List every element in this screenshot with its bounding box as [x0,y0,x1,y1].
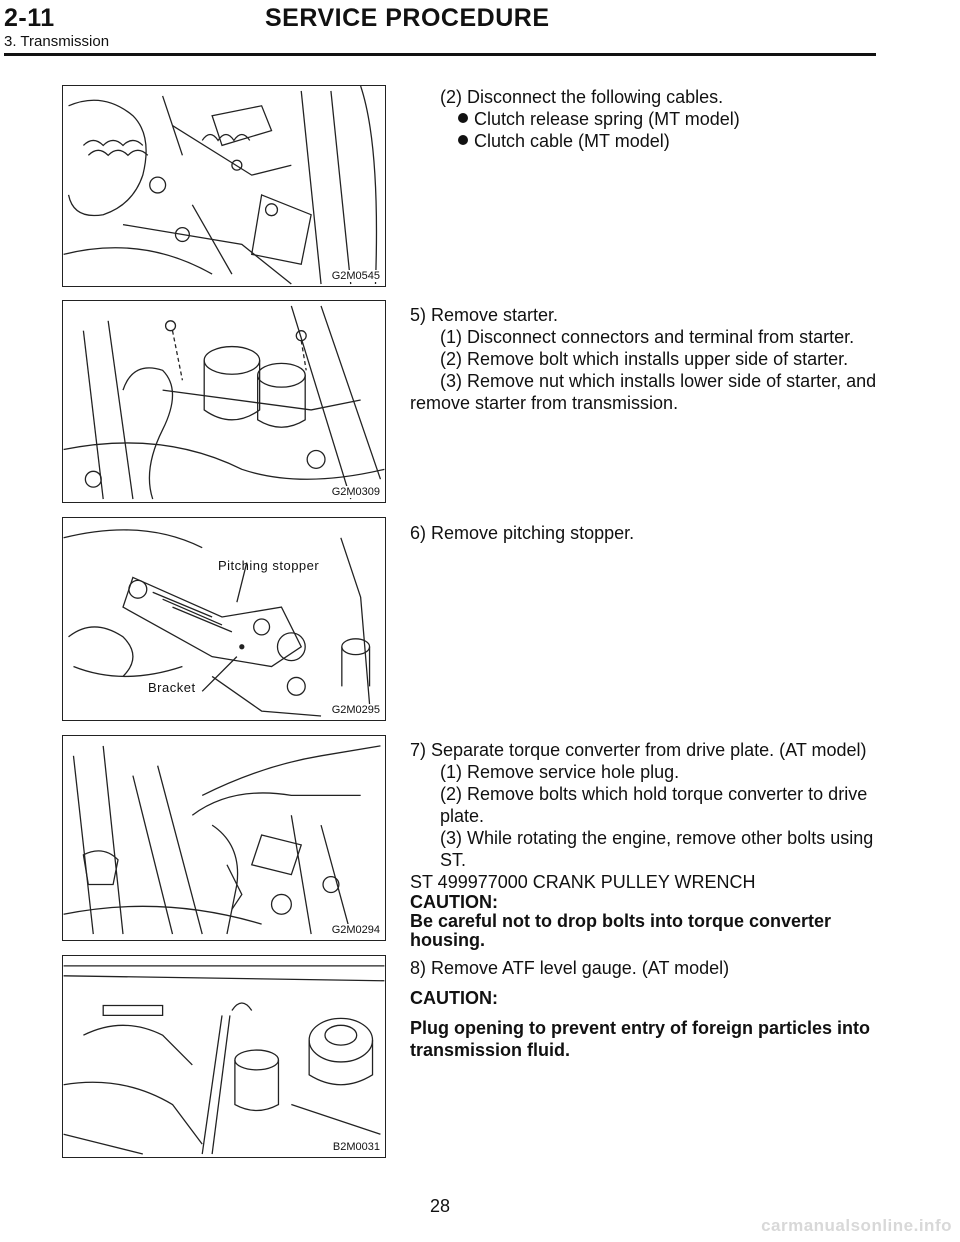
step-title: 8) Remove ATF level gauge. (AT model) [410,958,730,978]
step-title: 7) Separate torque converter from drive plate. (AT model) [410,740,867,760]
callout-bracket: Bracket [148,680,196,695]
figure-code: G2M0545 [331,270,380,282]
caution-heading: CAUTION: [410,892,498,912]
page-title: SERVICE PROCEDURE [265,4,550,32]
step-text: ST. [440,850,467,870]
pitching-stopper-illustration [63,518,385,720]
figure-code: G2M0309 [331,486,380,498]
clutch-cables-illustration [63,86,385,286]
caution-heading: CAUTION: [410,988,498,1008]
page-number: 28 [429,1196,451,1216]
figure-code: G2M0294 [331,924,380,936]
step-separate-torque-converter [410,739,873,950]
step-title: 5) Remove starter. [410,305,559,325]
step-text: remove starter from transmission. [410,393,679,413]
section-number: 2-11 [4,4,55,32]
figure-clutch-cables [62,85,386,287]
special-tool: ST 499977000 CRANK PULLEY WRENCH [410,872,756,892]
list-item-text: Clutch release spring (MT model) [474,109,740,129]
caution-text: housing. [410,930,485,950]
list-item [410,108,740,130]
watermark: carmanualsonline.info [761,1216,952,1235]
figure-pitching-stopper [62,517,386,721]
atf-gauge-illustration [63,956,385,1157]
step-text: plate. [440,806,485,826]
step-remove-starter [410,304,876,414]
header-rule [4,53,876,56]
bullet-icon [458,135,468,145]
torque-converter-illustration [63,736,385,940]
step-text: (2) Disconnect the following cables. [440,87,724,107]
bullet-icon [458,113,468,123]
figure-code: B2M0031 [332,1141,380,1153]
callout-pitching-stopper: Pitching stopper [218,558,320,573]
step-text: (1) Disconnect connectors and terminal from starter. [440,327,855,347]
caution-text: Be careful not to drop bolts into torque converter [410,911,832,931]
section-subtitle: 3. Transmission [4,33,110,50]
list-item [410,130,740,152]
figure-code: G2M0295 [331,704,380,716]
caution-text: Plug opening to prevent entry of foreign particles into [410,1018,871,1038]
step-text: (2) Remove bolt which installs upper side of starter. [440,349,849,369]
figure-starter [62,300,386,503]
figure-atf-gauge [62,955,386,1158]
figure-torque-converter [62,735,386,941]
step-text: (3) While rotating the engine, remove other bolts using [440,828,874,848]
list-item-text: Clutch cable (MT model) [474,131,670,151]
step-remove-pitching-stopper [410,522,634,544]
step-text: (2) Remove bolts which hold torque converter to drive [440,784,868,804]
caution-text: transmission fluid. [410,1040,571,1060]
starter-illustration [63,301,385,502]
step-remove-atf-gauge [410,957,870,1061]
step-title: 6) Remove pitching stopper. [410,523,635,543]
step-text: (1) Remove service hole plug. [440,762,680,782]
step-text: (3) Remove nut which installs lower side of starter, and [440,371,877,391]
step-disconnect-cables [410,86,740,152]
